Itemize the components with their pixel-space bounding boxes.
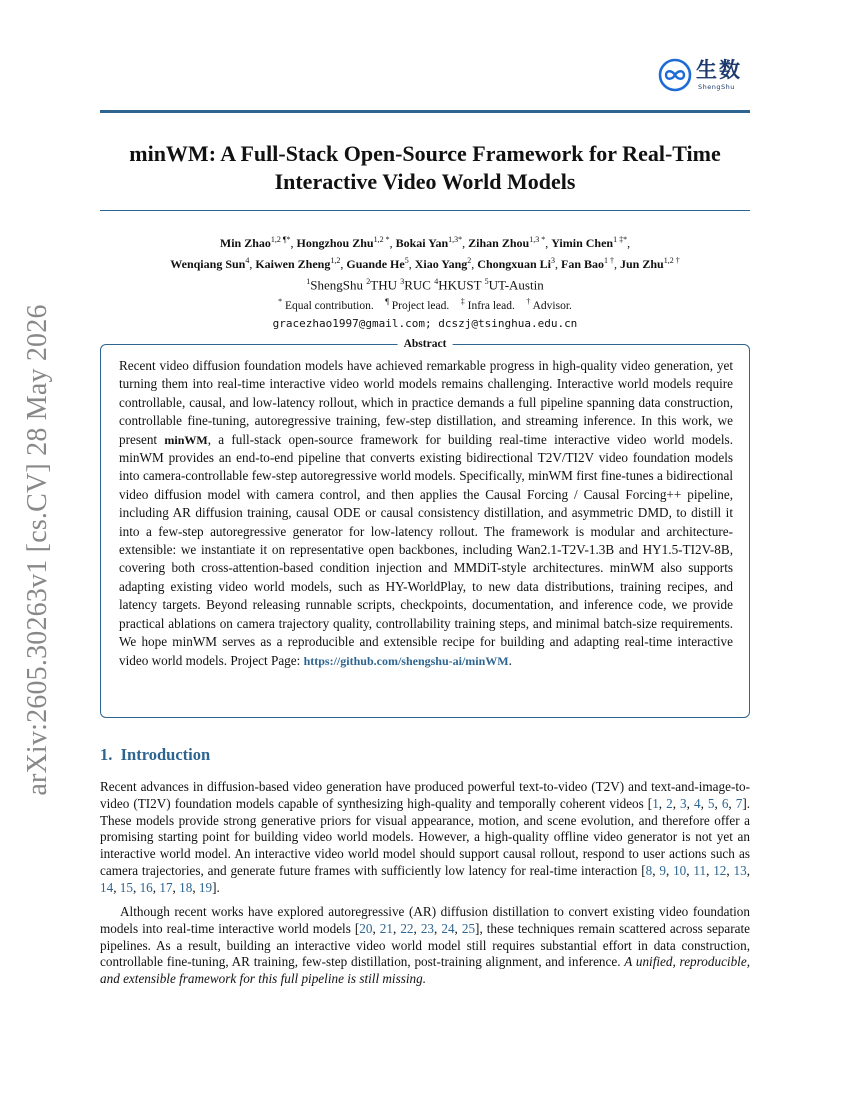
shengshu-logo [658, 58, 748, 94]
infinity-logo-icon [658, 58, 692, 92]
citation-group: 1, 2, 3, 4, 5, 6, 7 [652, 795, 743, 811]
note-text: Project lead. [391, 300, 450, 313]
note-mark: ¶ [385, 297, 389, 307]
author-mark: 1 † [604, 256, 614, 265]
citation-link[interactable]: 3 [680, 795, 687, 811]
citation-link[interactable]: 14 [100, 879, 114, 895]
citation-link[interactable]: 2 [666, 795, 673, 811]
abstract-box [100, 338, 750, 718]
author-name: Hongzhou Zhu [296, 236, 374, 250]
citation-link[interactable]: 15 [119, 879, 133, 895]
author-name: Min Zhao [219, 236, 271, 250]
citation-link[interactable]: 10 [673, 862, 687, 878]
author-name: Kaiwen Zheng [255, 257, 331, 271]
intro-paragraph-2 [100, 904, 750, 988]
arxiv-identifier-stamp: arXiv:2605.30263v1 [cs.CV] 28 May 2026 [22, 304, 53, 796]
title-rule [100, 210, 750, 211]
paragraph-text: ]. These models provide strong generative priors for visual appearance, motion, and scene evolution, and therefore offer a promising starting point for building video world models. However, a high-quality offline video generator is not yet an interactive world model. An interactive video world model should support causal rollout, respond to user actions such as camera trajectories, and generate future frames with sufficiently low latency for real-time interaction [ [100, 795, 751, 878]
citation-link[interactable]: 20 [359, 920, 373, 936]
citation-link[interactable]: 6 [721, 795, 729, 811]
author-mark: 3 [550, 256, 555, 265]
emphasized-statement: A unified, reproducible, and extensible framework for this full pipeline is still missing. [100, 954, 750, 987]
note-text: Advisor. [532, 300, 572, 313]
note-text: Infra lead. [467, 300, 515, 313]
author-mark: 1 ‡* [613, 235, 628, 244]
citation-link[interactable]: 4 [693, 795, 701, 811]
author-mark: 1,3* [448, 235, 463, 244]
abstract-part-2: , a full-stack open-source framework for building real-time interactive video world models. minWM provides an end-to-end pipeline that converts existing bidirectional T2V/TI2V video foundation models into camera-controllable few-step autoregressive world models. Specifically, minWM first fine-tunes a bidirectional video diffusion model with camera control, and then applies the Causal Forcing / Causal Forcing++ pipeline, including AR diffusion training, causal ODE or causal consistency distillation, and asymmetric DMD, to distill it into a few-step autoregressive generator for low-latency rollout. The framework is modular and architecture-extensible: we instantiate it on representative open backbones, including Wan2.1-T2V-1.3B and HY1.5-TI2V-8B, covering both cross-attention-based condition injection and MMDiT-style architectures. minWM also supports adapting existing video world models, such as HY-WorldPlay, to new data distributions, training recipes, and latency targets. Beyond releasing runnable scripts, checkpoints, documentation, and inference code, we provide practical ablations on camera trajectory quality, controllability training steps, and minimal batch-size requirements. We hope minWM serves as a reproducible and extensible recipe for building and adapting real-time interactive video world models. Project Page: [119, 431, 733, 668]
citation-link[interactable]: 18 [179, 879, 193, 895]
note-mark: † [526, 297, 531, 307]
note-text: Equal contribution. [284, 300, 374, 313]
citation-link[interactable]: 17 [159, 879, 173, 895]
citation-link[interactable]: 22 [400, 920, 414, 936]
abstract-part-1: Recent video diffusion foundation models have achieved remarkable progress in high-quality video generation, yet turning them into real-time interactive video world models remains challenging. Interactive world models require controllable, causal, and low-latency rollout, which in practice demands a full pipeline spanning data construction, controllable fine-tuning, autoregressive training, few-step distillation, and streaming inference. In this work, we present [119, 358, 733, 447]
paper-title: minWM: A Full-Stack Open-Source Framework for Real-Time Interactive Video World Models [129, 141, 721, 194]
abstract-text [119, 357, 733, 670]
citation-link[interactable]: 21 [379, 920, 393, 936]
citation-link[interactable]: 1 [652, 795, 659, 811]
paragraph-text: Recent advances in diffusion-based video generation have produced powerful text-to-video (T2V) and text-and-image-to-video (TI2V) foundation models capable of synthesizing high-quality and temporally coherent videos [ [100, 779, 750, 811]
author-name: Yimin Chen [551, 236, 614, 250]
section-heading-introduction [100, 745, 210, 765]
affiliation-name: UT-Austin [488, 277, 544, 293]
author-mark: 5 [404, 256, 409, 265]
citation-link[interactable]: 11 [693, 862, 707, 878]
section-title: Introduction [120, 745, 211, 764]
citation-link[interactable]: 16 [139, 879, 153, 895]
author-block [100, 231, 750, 332]
logo-wordmark: 生数 [696, 58, 742, 82]
contact-emails[interactable]: gracezhao1997@gmail.com; dcszj@tsinghua.edu.cn [272, 317, 578, 331]
affiliation-number: 4 [434, 277, 439, 286]
affiliation-name: THU [370, 277, 397, 293]
author-mark: 1,2 [330, 256, 341, 265]
logo-subtitle: ShengShu [698, 83, 735, 91]
paragraph-text: Although recent works have explored autoregressive (AR) diffusion distillation to convert existing video foundation models into real-time interactive world models [ [100, 904, 750, 936]
citation-link[interactable]: 24 [441, 920, 455, 936]
abstract-end: . [508, 652, 512, 668]
author-line-2: Wenqiang Sun$^4$, Kaiwen Zheng$^{1,2}$, Guande He$^5$, Xiao Yang$^2$, Chongxuan Li$^3$, Fan Bao$^{1 \dagger}$, Jun Zhu$^{1,2 \dagger}$ [170, 256, 680, 271]
citation-link[interactable]: 12 [713, 862, 727, 878]
affiliation-number: 5 [484, 277, 489, 286]
section-number: 1. [100, 745, 113, 764]
author-name: Guande He [346, 257, 405, 271]
paragraph-text: ], these techniques remain scattered across separate pipelines. As a result, building an interactive video world model still requires substantial effort in data construction, controllable fine-tuning, AR training, few-step distillation, post-training alignment, and inference. [100, 920, 751, 970]
citation-group: 20, 21, 22, 23, 24, 25 [359, 920, 476, 936]
author-name: Fan Bao [560, 257, 604, 271]
note-mark: ‡ [460, 297, 465, 307]
affiliation-name: RUC [404, 277, 431, 293]
author-mark: 1,3 * [529, 235, 546, 244]
citation-link[interactable]: 7 [735, 795, 743, 811]
author-name: Xiao Yang [414, 257, 468, 271]
header-rule [100, 110, 750, 113]
author-name: Bokai Yan [395, 236, 449, 250]
author-mark: 4 [245, 256, 250, 265]
citation-link[interactable]: 25 [461, 920, 476, 936]
author-name: Jun Zhu [620, 257, 664, 271]
author-notes-line [100, 293, 750, 315]
affiliation-name: ShengShu [310, 277, 364, 293]
citation-link[interactable]: 5 [707, 795, 715, 811]
affiliation-number: 1 [306, 277, 311, 286]
author-mark: 1,2 † [663, 256, 680, 265]
author-name: Chongxuan Li [477, 257, 551, 271]
affiliation-name: HKUST [438, 277, 482, 293]
project-page-link[interactable]: https://github.com/shengshu-ai/minWM [303, 653, 509, 668]
author-mark: 1,2 * [373, 235, 390, 244]
note-mark: * [278, 297, 283, 307]
intro-paragraph-1 [100, 779, 750, 897]
author-name: Wenqiang Sun [170, 257, 246, 271]
citation-link[interactable]: 8 [645, 862, 653, 878]
author-name: Zihan Zhou [468, 236, 530, 250]
framework-name: minWM [164, 432, 208, 447]
abstract-label: Abstract [398, 337, 453, 351]
affiliation-number: 3 [400, 277, 405, 286]
author-line-1: Min Zhao$^{1,2 \P*}$, Hongzhou Zhu$^{1,2 *}$, Bokai Yan$^{1,3*}$, Zihan Zhou$^{1,3 *}$, Yimin Chen$^{1 \ddagger*}$, [219, 235, 631, 250]
affiliations-line [100, 273, 750, 293]
citation-link[interactable]: 19 [198, 879, 213, 895]
paragraph-text: ]. [212, 879, 220, 895]
citation-group: 8, 9, 10, 11, 12, 13, 14, 15, 16, 17, 18, 19 [100, 862, 750, 895]
citation-link[interactable]: 9 [659, 862, 666, 878]
citation-link[interactable]: 23 [420, 920, 435, 936]
author-mark: 1,2 ¶* [270, 235, 291, 244]
citation-link[interactable]: 13 [733, 862, 747, 878]
author-mark: 2 [467, 256, 472, 265]
affiliation-number: 2 [366, 277, 371, 286]
